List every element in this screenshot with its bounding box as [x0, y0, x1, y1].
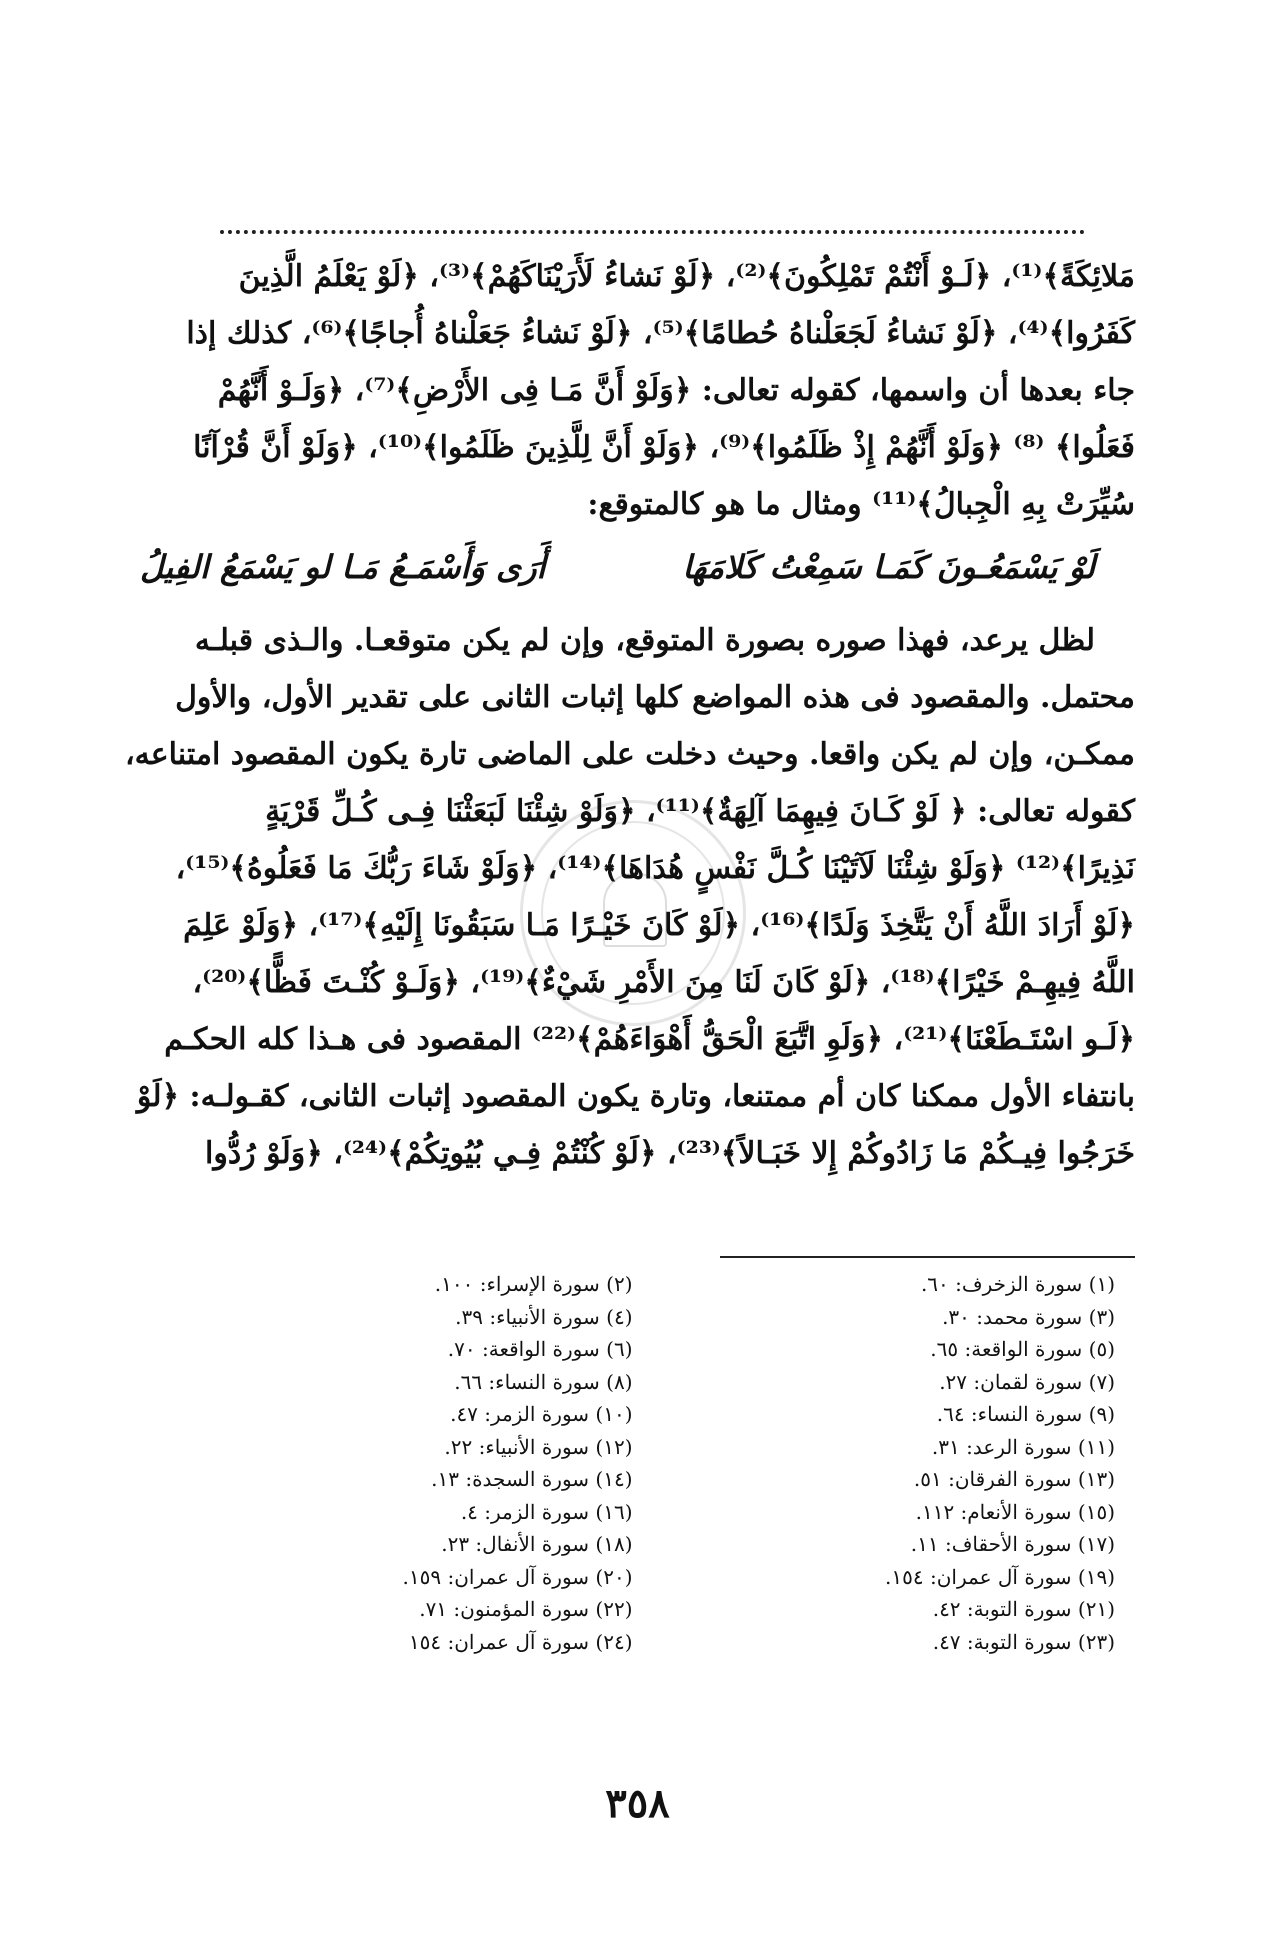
footnote-item: (٤) سورة الأنبياء: ٣٩.	[455, 1304, 633, 1329]
footnotes	[300, 1268, 1115, 1658]
footnote-item: (١) سورة الزخرف: ٦٠.	[920, 1272, 1115, 1296]
text-line: لظل يرعد، فهذا صوره بصورة المتوقع، وإن لم يكن متوقعـا. والـذى قبلـه	[194, 623, 1095, 658]
footnote-item: (٢٣) سورة التوبة: ٤٧.	[932, 1629, 1115, 1654]
footnote-item: (١٩) سورة آل عمران: ١٥٤.	[885, 1564, 1115, 1589]
footnote-item: (٢) سورة الإسراء: ١٠٠.	[434, 1272, 633, 1296]
footnote-item: (١٤) سورة السجدة: ١٣.	[431, 1467, 633, 1491]
footnote-item: (٣) سورة محمد: ٣٠.	[942, 1304, 1115, 1329]
text-line: نَذِيرًا﴾⁽¹²⁾ ﴿وَلَوْ شِئْنَا لَآتَيْنَا كُـلَّ نَفْسٍ هُدَاهَا﴾⁽¹⁴⁾، ﴿وَلَوْ شَاءَ رَبُّكَ مَا فَعَلُوهُ﴾⁽¹⁵⁾،	[175, 851, 1135, 886]
footnote-separator	[720, 1256, 1135, 1258]
footnote-item: (٢٢) سورة المؤمنون: ٧١.	[419, 1597, 633, 1621]
footnote-item: (٦) سورة الواقعة: ٧٠.	[447, 1337, 633, 1361]
footnote-item: (٧) سورة لقمان: ٢٧.	[939, 1369, 1115, 1394]
footnote-item: (١٢) سورة الأنبياء: ٢٢.	[444, 1434, 633, 1459]
text-line: اللَّهُ فِيهِـمْ خَيْرًا﴾⁽¹⁸⁾، ﴿لَوْ كَانَ لَنَا مِنَ الأَمْرِ شَيْءٌ﴾⁽¹⁹⁾، ﴿وَلَـوْ كُنْـتَ فَظًّا﴾⁽²⁰⁾،	[192, 965, 1135, 1000]
footnote-item: (١٨) سورة الأنفال: ٢٣.	[441, 1532, 633, 1556]
text-line: كقوله تعالى: ﴿ لَوْ كَـانَ فِيهِمَا آلِهَةٌ﴾⁽¹¹⁾، ﴿وَلَوْ شِئْنَا لَبَعَثْنَا فِـى كُـلِّ قَرْيَةٍ	[265, 794, 1135, 829]
text-line: ممكـن، وإن لم يكن واقعا. وحيث دخلت على الماضى تارة يكون المقصود امتناعه،	[125, 737, 1135, 772]
text-line: محتمل. والمقصود فى هذه المواضع كلها إثبات الثانى على تقدير الأول، والأول	[175, 680, 1135, 715]
text-line: سُيِّرَتْ بِهِ الْجِبالُ﴾⁽¹¹⁾ ومثال ما هو كالمتوقع:	[587, 487, 1135, 522]
footnote-item: (١٣) سورة الفرقان: ٥١.	[913, 1467, 1115, 1491]
footnote-item: (١٠) سورة الزمر: ٤٧.	[450, 1402, 633, 1426]
footnote-item: (٢٤) سورة آل عمران: ١٥٤	[408, 1629, 633, 1654]
verse-second-hemistich: أَرَى وَأَسْمَـعُ مَـا لو يَسْمَعُ الفِيلُ	[140, 548, 546, 586]
text-line: مَلائِكَةً﴾⁽¹⁾، ﴿لَـوْ أَنْتُمْ تَمْلِكُونَ﴾⁽²⁾، ﴿لَوْ نَشاءُ لَأَرَيْنَاكَهُمْ﴾⁽³⁾، ﴿لَوْ يَعْلَمُ الَّذِينَ	[238, 259, 1135, 294]
footnote-item: (٩) سورة النساء: ٦٤.	[936, 1402, 1115, 1426]
footnote-item: (٢٠) سورة آل عمران: ١٥٩.	[402, 1564, 633, 1589]
text-line: ﴿لَـو اسْتَـطَعْنَا﴾⁽²¹⁾، ﴿وَلَوِ اتَّبَعَ الْحَقُّ أَهْوَاءَهُمْ﴾⁽²²⁾ المقصود فى هـذا كله الحكـم	[164, 1022, 1135, 1057]
footnote-item: (١٥) سورة الأنعام: ١١٢.	[915, 1499, 1115, 1524]
footnote-item: (١١) سورة الرعد: ٣١.	[931, 1434, 1115, 1459]
text-line: كَفَرُوا﴾⁽⁴⁾، ﴿لَوْ نَشاءُ لَجَعَلْناهُ حُطامًا﴾⁽⁵⁾، ﴿لَوْ نَشاءُ جَعَلْناهُ أُجاجًا﴾⁽⁶⁾، كذلك إذا	[186, 316, 1135, 351]
text-line: بانتفاء الأول ممكنا كان أم ممتنعا، وتارة يكون المقصود إثبات الثانى، كقـولـه: ﴿لَوْ	[136, 1079, 1135, 1114]
text-line: جاء بعدها أن واسمها، كقوله تعالى: ﴿وَلَوْ أَنَّ مَـا فِى الأَرْضِ﴾⁽⁷⁾، ﴿وَلَـوْ أَنَّهُمْ	[217, 373, 1135, 408]
text-line: ﴿لَوْ أَرَادَ اللَّهُ أَنْ يَتَّخِذَ وَلَدًا﴾⁽¹⁶⁾، ﴿لَوْ كَانَ خَيْـرًا مَـا سَبَقُونَا إِلَيْهِ﴾⁽¹⁷⁾، ﴿وَلَوْ عَلِمَ	[183, 908, 1135, 943]
footnote-item: (٨) سورة النساء: ٦٦.	[454, 1369, 633, 1394]
poetry-verse	[80, 533, 1135, 606]
text-line: خَرَجُوا فِيـكُمْ مَا زَادُوكُمْ إِلا خَبَـالاً﴾⁽²³⁾، ﴿لَوْ كُنْتُمْ فِـي بُيُوتِكُمْ﴾⁽²⁴⁾، ﴿وَلَوْ رُدُّوا	[205, 1136, 1135, 1171]
main-text	[80, 248, 1135, 1182]
verse-first-hemistich: لَوْ يَسْمَعُـونَ كَمَـا سَمِعْتُ كَلامَهَا	[682, 548, 1095, 586]
footnote-item: (١٧) سورة الأحقاف: ١١.	[910, 1532, 1115, 1556]
footnote-item: (١٦) سورة الزمر: ٤.	[460, 1499, 633, 1524]
text-line: فَعَلُوا﴾ ⁽⁸⁾ ﴿وَلَوْ أَنَّهُمْ إِذْ ظَلَمُوا﴾⁽⁹⁾، ﴿وَلَوْ أَنَّ لِلَّذِينَ ظَلَمُوا﴾⁽¹⁰⁾، ﴿وَلَوْ أَنَّ قُرْآنًا	[193, 430, 1135, 465]
footnote-item: (٢١) سورة التوبة: ٤٢.	[932, 1597, 1115, 1621]
footnote-item: (٥) سورة الواقعة: ٦٥.	[930, 1337, 1115, 1361]
top-dotted-rule	[220, 230, 1085, 234]
page-number: ٣٥٨	[605, 1780, 670, 1827]
